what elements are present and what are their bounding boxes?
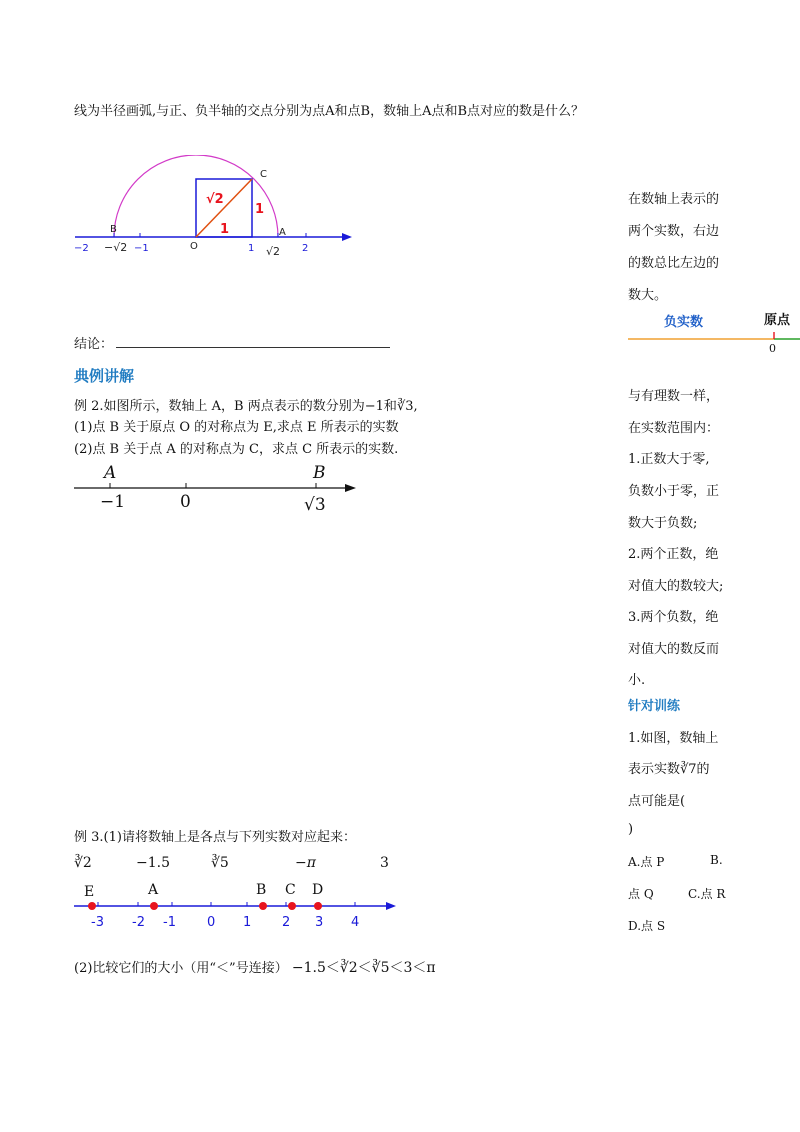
tick-label-sqrt2: √2: [266, 245, 281, 258]
ex3-question: (2)比较它们的大小（用“＜”号连接）: [74, 961, 288, 976]
axis-arrow: [342, 233, 352, 241]
sidebar-p2-line7: 对值大的数较大;: [628, 579, 724, 594]
option-d[interactable]: D.点 S: [628, 919, 666, 933]
tick-2: 2: [282, 915, 291, 928]
tick-1: 1: [243, 915, 252, 928]
sidebar-p2-line2: 在实数范围内：: [628, 421, 720, 436]
point-d: D: [312, 882, 324, 898]
option-a[interactable]: A.点 P: [628, 855, 665, 869]
point-a: A: [148, 882, 159, 898]
sidebar-p2-line6: 2.两个正数，绝: [628, 547, 719, 562]
tick-3: 3: [315, 915, 324, 928]
option-c[interactable]: C.点 R: [688, 887, 726, 901]
tick-m2: -2: [132, 915, 145, 928]
ex3-value-1: ∛2: [74, 855, 92, 871]
figure-arc-number-line: [70, 155, 370, 265]
ex3-value-2: −1.5: [136, 855, 170, 871]
origin-label: 原点: [764, 313, 791, 328]
label-one-side: 1: [255, 202, 265, 217]
tick-label-m2: −2: [74, 243, 89, 254]
label-c: C: [260, 169, 267, 180]
tick-0: 0: [180, 492, 191, 512]
figure-ex3-number-line: [70, 878, 410, 928]
tick-label-1: 1: [248, 243, 255, 254]
tick-label-msqrt2: −√2: [104, 241, 128, 254]
point-b: B: [313, 463, 326, 483]
tick-label-m1: −1: [134, 243, 149, 254]
sidebar-p3-line1: 1.如图，数轴上: [628, 731, 719, 746]
intro-line: 线为半径画弧,与正、负半轴的交点分别为点A和点B，数轴上A点和B点对应的数是什么？: [74, 104, 585, 119]
tick-label-2: 2: [302, 243, 309, 254]
sidebar-p2-line10: 小.: [628, 673, 646, 688]
dot-b: [259, 902, 267, 910]
axis-arrow: [386, 902, 396, 910]
label-o: O: [190, 241, 198, 252]
conclusion-answer-line[interactable]: [116, 347, 390, 348]
sidebar-p3-line2: 表示实数∛7的: [628, 762, 710, 777]
sidebar-p1-line2: 两个实数，右边: [628, 224, 720, 239]
negative-reals-label: 负实数: [664, 315, 704, 330]
ex3-value-5: 3: [380, 855, 389, 871]
axis-arrow: [345, 484, 356, 492]
label-a: A: [279, 227, 286, 238]
label-one-bottom: 1: [220, 222, 230, 237]
sidebar-number-line: [628, 310, 800, 354]
tick-sqrt3: √3: [304, 495, 326, 515]
dot-c: [288, 902, 296, 910]
sidebar-p2-line4: 负数小于零，正: [628, 484, 720, 499]
option-b[interactable]: B.: [710, 853, 723, 867]
tick-m1: -1: [163, 915, 176, 928]
sidebar-p1-line4: 数大。: [628, 288, 668, 303]
label-b: B: [110, 224, 117, 235]
ex3-line1: 例 3.(1)请将数轴上是各点与下列实数对应起来：: [74, 830, 356, 845]
section-heading-training: 针对训练: [628, 699, 681, 714]
dot-a: [150, 902, 158, 910]
tick-4: 4: [351, 915, 360, 928]
dot-d: [314, 902, 322, 910]
sidebar-p2-line9: 对值大的数反而: [628, 642, 720, 657]
ex3-line2: [74, 957, 436, 977]
tick-m1: −1: [100, 492, 126, 512]
sidebar-p1-line1: 在数轴上表示的: [628, 192, 720, 207]
sidebar-p2-line8: 3.两个负数，绝: [628, 610, 719, 625]
tick-m3: -3: [91, 915, 104, 928]
sidebar-p2-line1: 与有理数一样，: [628, 389, 720, 404]
ex3-value-4: −π: [295, 855, 316, 871]
point-e: E: [84, 884, 95, 900]
sidebar-p3-line3: 点可能是(: [628, 794, 686, 809]
ex3-value-3: ∛5: [211, 855, 229, 871]
conclusion: [74, 333, 113, 352]
sidebar-p2-line3: 1.正数大于零,: [628, 452, 710, 467]
conclusion-label: 结论：: [74, 337, 114, 352]
tick-0: 0: [207, 915, 216, 928]
figure-ex2-number-line: [70, 460, 370, 520]
label-sqrt2-diagonal: √2: [206, 192, 224, 207]
dot-e: [88, 902, 96, 910]
point-a: A: [104, 463, 117, 483]
ex2-line2: (1)点 B 关于原点 O 的对称点为 E,求点 E 所表示的实数: [74, 420, 399, 435]
option-b-cont[interactable]: 点 Q: [628, 887, 654, 901]
sidebar-p1-line3: 的数总比左边的: [628, 256, 720, 271]
ex2-line1: 例 2.如图所示，数轴上 A，B 两点表示的数分别为−1和∛3,: [74, 399, 418, 414]
section-heading-examples: 典例讲解: [74, 367, 135, 385]
point-c: C: [285, 882, 296, 898]
origin-zero: 0: [769, 342, 776, 354]
ex3-answer: −1.5＜∛2＜∛5＜3＜π: [291, 960, 436, 976]
point-b: B: [256, 882, 267, 898]
sidebar-p3-line4: ): [628, 822, 634, 837]
ex2-line3: (2)点 B 关于点 A 的对称点为 C，求点 C 所表示的实数.: [74, 442, 399, 457]
sidebar-p2-line5: 数大于负数;: [628, 516, 698, 531]
